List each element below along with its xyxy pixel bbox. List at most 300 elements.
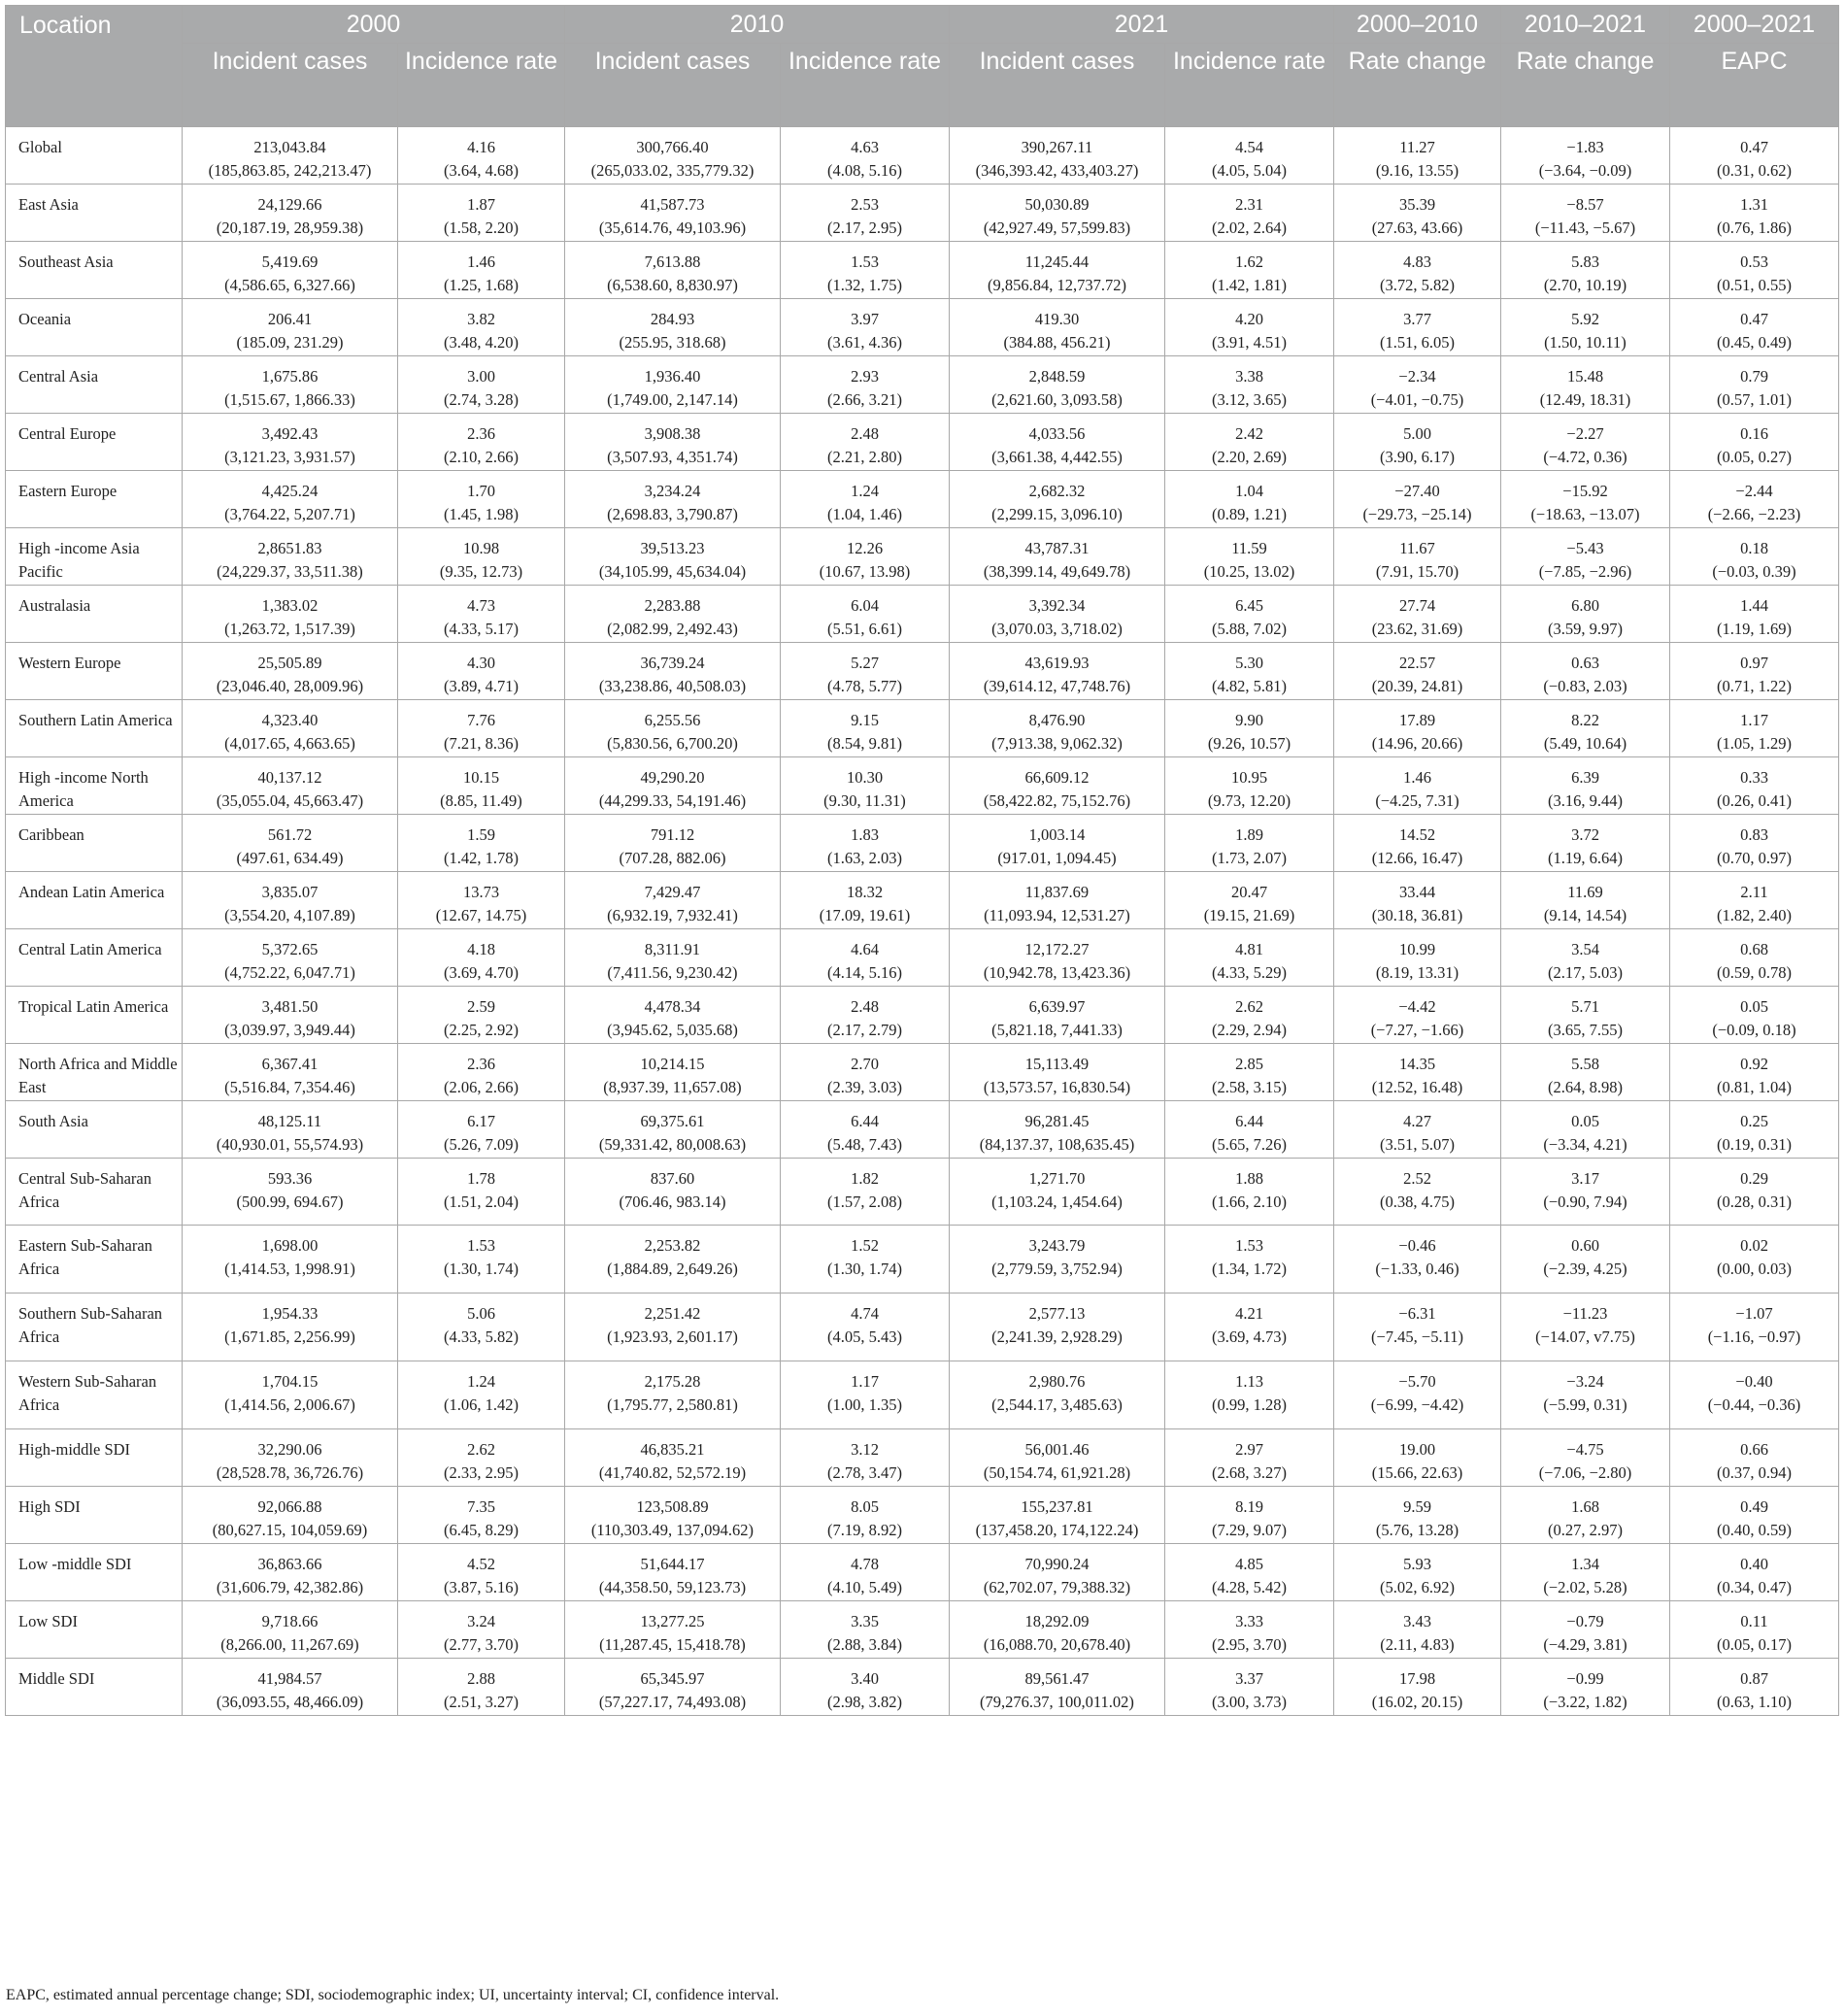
data-cell [1501,1101,1670,1159]
cell-value: 43,619.93 [1024,654,1090,672]
cell-value: 4.73 [467,596,495,615]
subheader-incident-cases: Incident cases [950,44,1165,127]
cell-value: 19.00 [1398,1440,1436,1459]
cell-interval: (4.78, 5.77) [827,677,902,695]
data-cell [1501,872,1670,929]
cell-value: 2.42 [1235,424,1263,443]
data-cell [398,528,565,586]
cell-interval: (30.18, 36.81) [1371,906,1463,924]
cell-interval: (3.12, 3.65) [1212,390,1287,409]
table-row [6,471,1839,528]
cell-interval: (500.99, 694.67) [236,1193,344,1211]
cell-interval: (12.49, 18.31) [1539,390,1631,409]
cell-value: 18.32 [846,883,884,901]
cell-value: 9,718.66 [261,1612,319,1630]
cell-value: 1.46 [1403,768,1431,787]
cell-interval: (0.59, 0.78) [1717,963,1792,982]
header-group-2000: 2000 [183,6,565,44]
cell-value: 1,271.70 [1028,1169,1086,1188]
table-row [6,242,1839,299]
cell-value: 41,587.73 [640,195,705,214]
cell-value: 561.72 [267,825,313,844]
data-cell [183,185,398,242]
cell-interval: (1.05, 1.29) [1717,734,1792,753]
data-cell [1670,1544,1839,1601]
data-cell [1670,643,1839,700]
cell-interval: (1,795.77, 2,580.81) [607,1395,738,1414]
cell-value: −1.83 [1566,138,1604,156]
cell-interval: (−4.25, 7.31) [1375,791,1459,810]
row-location: Central Latin America [6,929,183,987]
data-cell [950,929,1165,987]
data-cell [1501,1659,1670,1716]
cell-value: 66,609.12 [1024,768,1090,787]
row-location: Eastern Sub-Saharan Africa [6,1226,183,1294]
cell-interval: (3.51, 5.07) [1380,1135,1455,1154]
cell-interval: (59,331.42, 80,008.63) [598,1135,747,1154]
data-cell [565,528,781,586]
cell-value: 2,682.32 [1028,482,1086,500]
data-cell [398,757,565,815]
cell-interval: (16.02, 20.15) [1371,1693,1463,1711]
cell-value: 3.97 [851,310,879,328]
data-cell [1501,185,1670,242]
cell-value: 1.46 [467,252,495,271]
cell-interval: (0.34, 0.47) [1717,1578,1792,1596]
cell-interval: (2.51, 3.27) [444,1693,519,1711]
cell-interval: (2.74, 3.28) [444,390,519,409]
table-row [6,1226,1839,1294]
cell-value: 32,290.06 [257,1440,322,1459]
table-row [6,987,1839,1044]
data-cell [1670,299,1839,356]
cell-interval: (3.72, 5.82) [1380,276,1455,294]
cell-interval: (16,088.70, 20,678.40) [983,1635,1131,1654]
cell-interval: (41,740.82, 52,572.19) [598,1463,747,1482]
data-cell [1501,471,1670,528]
cell-value: 4.63 [851,138,879,156]
cell-interval: (3.16, 9.44) [1548,791,1623,810]
cell-interval: (3.69, 4.70) [444,963,519,982]
cell-interval: (0.28, 0.31) [1717,1193,1792,1211]
cell-value: 1.88 [1235,1169,1263,1188]
cell-interval: (0.27, 2.97) [1548,1521,1623,1539]
data-cell [398,815,565,872]
cell-interval: (497.61, 634.49) [236,849,344,867]
cell-value: 2,175.28 [644,1372,701,1391]
cell-value: 3.38 [1235,367,1263,386]
cell-value: 8.05 [851,1497,879,1516]
cell-value: 0.87 [1740,1669,1768,1688]
cell-interval: (1.42, 1.78) [444,849,519,867]
row-location: Australasia [6,586,183,643]
cell-interval: (−7.27, −1.66) [1370,1021,1464,1039]
data-cell [1165,1601,1334,1659]
data-cell [183,643,398,700]
cell-value: 3,234.24 [644,482,701,500]
cell-interval: (0.38, 4.75) [1380,1193,1455,1211]
cell-interval: (9.16, 13.55) [1375,161,1459,180]
cell-value: −8.57 [1566,195,1604,214]
cell-interval: (917.01, 1,094.45) [997,849,1117,867]
cell-interval: (−18.63, −13.07) [1530,505,1640,523]
cell-interval: (11,093.94, 12,531.27) [984,906,1130,924]
cell-value: 5.92 [1571,310,1599,328]
cell-value: 3.82 [467,310,495,328]
cell-value: 1.62 [1235,252,1263,271]
cell-value: 3.35 [851,1612,879,1630]
cell-interval: (38,399.14, 49,649.78) [983,562,1131,581]
cell-value: 2,577.13 [1028,1304,1086,1323]
cell-value: 206.41 [267,310,313,328]
data-cell [565,1226,781,1294]
cell-value: 50,030.89 [1024,195,1090,214]
data-cell [950,185,1165,242]
cell-interval: (62,702.07, 79,388.32) [983,1578,1131,1596]
cell-value: 2.11 [1740,883,1768,901]
cell-value: 9.90 [1235,711,1263,729]
data-cell [398,299,565,356]
cell-value: −5.43 [1566,539,1604,557]
cell-value: 2.48 [851,997,879,1016]
cell-value: 0.11 [1740,1612,1768,1630]
data-cell [1501,1601,1670,1659]
data-cell [398,586,565,643]
data-cell [781,1487,950,1544]
cell-interval: (−0.83, 2.03) [1543,677,1627,695]
data-cell [1501,242,1670,299]
data-cell [1165,1159,1334,1226]
data-cell [565,1544,781,1601]
cell-interval: (5,830.56, 6,700.20) [607,734,738,753]
cell-interval: (1,884.89, 2,649.26) [607,1260,738,1278]
cell-value: 3,481.50 [261,997,319,1016]
cell-value: 1.04 [1235,482,1263,500]
data-cell [398,1101,565,1159]
cell-value: 56,001.46 [1024,1440,1090,1459]
data-cell [1334,757,1501,815]
cell-value: 2,253.82 [644,1236,701,1255]
cell-value: 2.88 [467,1669,495,1688]
cell-interval: (0.45, 0.49) [1717,333,1792,352]
data-cell [950,1487,1165,1544]
cell-value: 2.62 [1235,997,1263,1016]
cell-interval: (265,033.02, 335,779.32) [590,161,755,180]
data-cell [565,356,781,414]
cell-value: 4.74 [851,1304,879,1323]
data-cell [1670,1226,1839,1294]
cell-interval: (2,779.59, 3,752.94) [991,1260,1123,1278]
data-cell [1670,929,1839,987]
data-cell [781,185,950,242]
cell-interval: (12.66, 16.47) [1371,849,1463,867]
cell-value: 96,281.45 [1024,1112,1090,1130]
cell-interval: (9.30, 11.31) [823,791,906,810]
cell-interval: (−7.85, −2.96) [1538,562,1632,581]
data-cell [781,1226,950,1294]
data-cell [1334,1429,1501,1487]
cell-value: 1,675.86 [261,367,319,386]
data-cell [565,242,781,299]
cell-value: 2.62 [467,1440,495,1459]
cell-interval: (50,154.74, 61,921.28) [983,1463,1131,1482]
data-cell [1670,471,1839,528]
cell-interval: (9.35, 12.73) [439,562,523,581]
row-location: Global [6,127,183,185]
table-row [6,872,1839,929]
cell-interval: (0.37, 0.94) [1717,1463,1792,1482]
data-cell [1165,815,1334,872]
data-cell [398,242,565,299]
data-cell [1165,528,1334,586]
cell-interval: (−5.99, 0.31) [1543,1395,1627,1414]
cell-value: 0.97 [1740,654,1768,672]
cell-interval: (707.28, 882.06) [619,849,726,867]
cell-interval: (1.30, 1.74) [444,1260,519,1278]
row-location: South Asia [6,1101,183,1159]
cell-value: 40,137.12 [257,768,322,787]
cell-interval: (5.76, 13.28) [1375,1521,1459,1539]
cell-value: 5.93 [1403,1555,1431,1573]
data-cell [1670,1361,1839,1429]
cell-value: 4.85 [1235,1555,1263,1573]
data-cell [1334,643,1501,700]
cell-interval: (255.95, 318.68) [619,333,726,352]
cell-interval: (7.29, 9.07) [1212,1521,1287,1539]
cell-interval: (14.96, 20.66) [1371,734,1463,753]
cell-interval: (1,103.24, 1,454.64) [991,1193,1123,1211]
cell-interval: (4.10, 5.49) [827,1578,902,1596]
cell-interval: (5.26, 7.09) [444,1135,519,1154]
data-cell [1670,700,1839,757]
cell-value: 1.68 [1571,1497,1599,1516]
data-cell [781,528,950,586]
cell-interval: (4.08, 5.16) [827,161,902,180]
data-cell [1501,1487,1670,1544]
cell-value: 1.70 [467,482,495,500]
cell-value: −27.40 [1394,482,1440,500]
data-cell [1334,1159,1501,1226]
data-cell [950,1159,1165,1226]
data-cell [781,1101,950,1159]
data-cell [1501,1159,1670,1226]
cell-value: 15,113.49 [1024,1055,1090,1073]
data-cell [1165,1487,1334,1544]
data-cell [1501,1429,1670,1487]
cell-interval: (15.66, 22.63) [1371,1463,1463,1482]
subheader-incident-cases: Incident cases [565,44,781,127]
header-group-2010: 2010 [565,6,950,44]
row-location: High -income North America [6,757,183,815]
data-cell [398,356,565,414]
cell-value: 11,837.69 [1024,883,1090,901]
cell-interval: (185,863.85, 242,213.47) [208,161,372,180]
cell-value: 10.95 [1230,768,1268,787]
cell-value: 300,766.40 [636,138,709,156]
data-cell [398,1226,565,1294]
cell-interval: (42,927.49, 57,599.83) [983,218,1131,237]
cell-value: 0.02 [1740,1236,1768,1255]
data-cell [565,1361,781,1429]
data-cell [1165,1294,1334,1361]
cell-value: 17.98 [1398,1669,1436,1688]
cell-value: 6.45 [1235,596,1263,615]
data-cell [781,1159,950,1226]
cell-interval: (4.14, 5.16) [827,963,902,982]
cell-interval: (9.73, 12.20) [1207,791,1292,810]
cell-value: 10.15 [462,768,500,787]
data-cell [1334,586,1501,643]
cell-interval: (4.82, 5.81) [1212,677,1287,695]
cell-interval: (2,241.39, 2,928.29) [991,1327,1123,1346]
cell-interval: (0.51, 0.55) [1717,276,1792,294]
data-cell [1501,815,1670,872]
cell-interval: (0.89, 1.21) [1212,505,1287,523]
data-cell [1165,872,1334,929]
cell-interval: (2.68, 3.27) [1212,1463,1287,1482]
subheader-incident-cases: Incident cases [183,44,398,127]
data-cell [1670,586,1839,643]
cell-value: 9.59 [1403,1497,1431,1516]
cell-value: 0.49 [1740,1497,1768,1516]
cell-value: −2.34 [1398,367,1436,386]
data-cell [1165,356,1334,414]
cell-interval: (2.88, 3.84) [827,1635,902,1654]
cell-interval: (8,266.00, 11,267.69) [220,1635,359,1654]
table-row [6,1294,1839,1361]
cell-value: 8.19 [1235,1497,1263,1516]
cell-interval: (1,263.72, 1,517.39) [224,620,355,638]
subheader-rate-change: Rate change [1501,44,1670,127]
cell-interval: (4.05, 5.43) [827,1327,902,1346]
data-cell [1334,815,1501,872]
data-cell [565,1487,781,1544]
data-cell [398,1659,565,1716]
data-cell [950,1659,1165,1716]
cell-interval: (3.91, 4.51) [1212,333,1287,352]
data-cell [1165,586,1334,643]
data-cell [1501,299,1670,356]
cell-value: 2,251.42 [644,1304,701,1323]
cell-value: 4.78 [851,1555,879,1573]
data-cell [1334,700,1501,757]
data-cell [950,299,1165,356]
data-cell [1501,528,1670,586]
cell-value: 0.47 [1740,310,1768,328]
cell-value: 4.16 [467,138,495,156]
cell-interval: (0.40, 0.59) [1717,1521,1792,1539]
row-location: Central Europe [6,414,183,471]
row-location: Western Europe [6,643,183,700]
cell-value: 18,292.09 [1024,1612,1090,1630]
data-cell [950,414,1165,471]
data-cell [781,356,950,414]
cell-interval: (20,187.19, 28,959.38) [216,218,364,237]
cell-interval: (−4.01, −0.75) [1370,390,1464,409]
cell-interval: (40,930.01, 55,574.93) [216,1135,364,1154]
cell-value: 1.82 [851,1169,879,1188]
data-cell [781,1361,950,1429]
data-cell [781,872,950,929]
data-cell [1165,127,1334,185]
data-cell [183,1487,398,1544]
cell-value: 213,043.84 [253,138,326,156]
cell-value: 1,954.33 [261,1304,319,1323]
data-cell [950,356,1165,414]
table-row [6,1361,1839,1429]
data-cell [398,1361,565,1429]
data-cell [1670,987,1839,1044]
cell-interval: (−11.43, −5.67) [1534,218,1636,237]
cell-interval: (2.11, 4.83) [1380,1635,1455,1654]
data-cell [1670,1159,1839,1226]
data-cell [398,643,565,700]
cell-value: 837.60 [650,1169,695,1188]
cell-value: 1,003.14 [1028,825,1086,844]
cell-interval: (23,046.40, 28,009.96) [216,677,364,695]
cell-value: 2.93 [851,367,879,386]
cell-interval: (1.73, 2.07) [1212,849,1287,867]
data-cell [1334,1101,1501,1159]
cell-value: 7.76 [467,711,495,729]
table-row [6,757,1839,815]
cell-value: 9.15 [851,711,879,729]
cell-value: 123,508.89 [636,1497,709,1516]
cell-interval: (7.21, 8.36) [444,734,519,753]
row-location: Oceania [6,299,183,356]
row-location: Southern Sub-Saharan Africa [6,1294,183,1361]
cell-interval: (0.05, 0.27) [1717,448,1792,466]
cell-interval: (1.25, 1.68) [444,276,519,294]
cell-value: −4.75 [1566,1440,1604,1459]
data-cell [398,414,565,471]
data-cell [781,929,950,987]
cell-interval: (20.39, 24.81) [1371,677,1463,695]
cell-interval: (4.28, 5.42) [1212,1578,1287,1596]
cell-interval: (6.45, 8.29) [444,1521,519,1539]
cell-interval: (2.17, 2.79) [827,1021,902,1039]
data-cell [1165,1429,1334,1487]
data-cell [1334,987,1501,1044]
cell-interval: (−0.03, 0.39) [1712,562,1796,581]
data-cell [1165,1361,1334,1429]
cell-interval: (0.76, 1.86) [1717,218,1792,237]
cell-value: 1.34 [1571,1555,1599,1573]
cell-value: 11.67 [1399,539,1435,557]
table-row [6,1429,1839,1487]
cell-value: 419.30 [1034,310,1080,328]
cell-interval: (2.77, 3.70) [444,1635,519,1654]
row-location: Low -middle SDI [6,1544,183,1601]
cell-interval: (0.99, 1.28) [1212,1395,1287,1414]
cell-interval: (2.64, 8.98) [1548,1078,1623,1096]
data-cell [1165,757,1334,815]
cell-interval: (2.29, 2.94) [1212,1021,1287,1039]
cell-interval: (12.52, 16.48) [1371,1078,1463,1096]
cell-interval: (2.98, 3.82) [827,1693,902,1711]
cell-interval: (−1.33, 0.46) [1375,1260,1459,1278]
data-cell [565,471,781,528]
data-cell [1670,1601,1839,1659]
data-cell [1165,471,1334,528]
data-cell [950,643,1165,700]
cell-value: 0.47 [1740,138,1768,156]
cell-interval: (35,055.04, 45,663.47) [216,791,364,810]
cell-value: 4.81 [1235,940,1263,958]
cell-value: 3.40 [851,1669,879,1688]
cell-interval: (2.25, 2.92) [444,1021,519,1039]
cell-interval: (1.00, 1.35) [827,1395,902,1414]
